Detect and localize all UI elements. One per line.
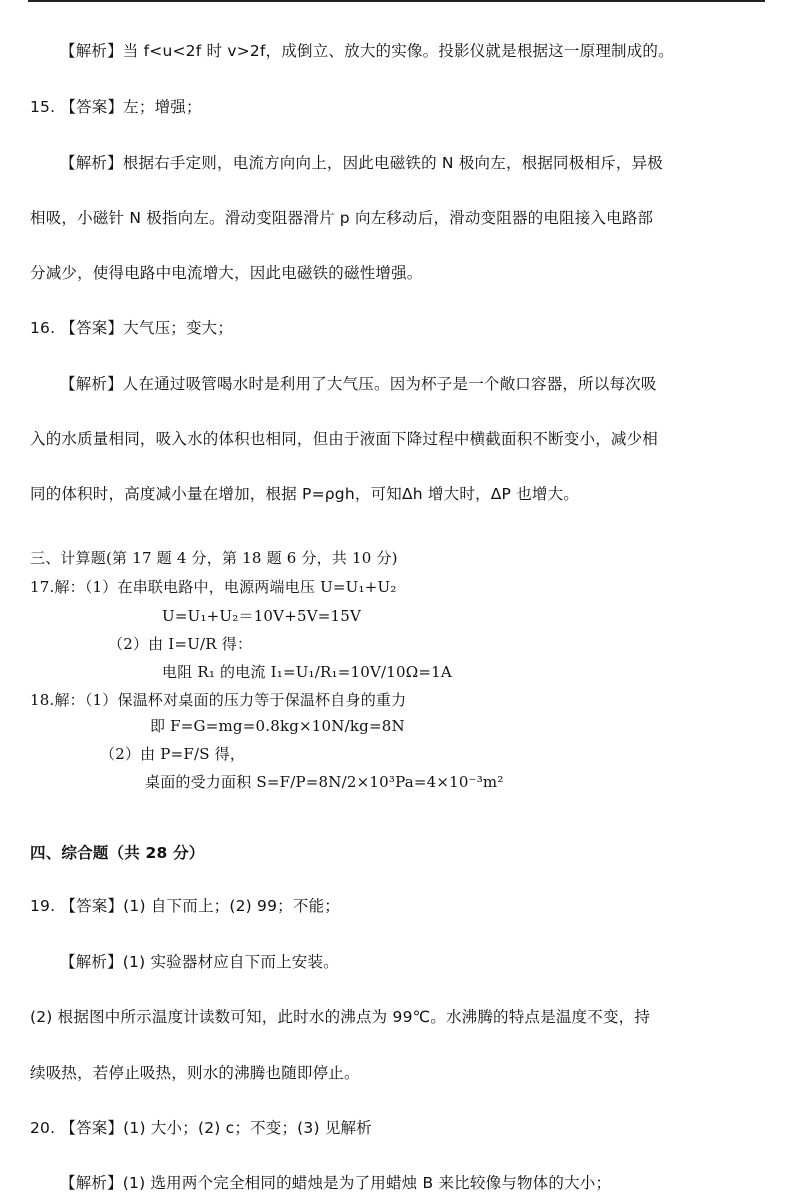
section-4-heading: 四、综合题（共 28 分） — [30, 844, 205, 862]
analysis-19-line-1: 【解析】(1) 实验器材应自下而上安装。 — [60, 953, 339, 971]
analysis-20-line-1: 【解析】(1) 选用两个完全相同的蜡烛是为了用蜡烛 B 来比较像与物体的大小； — [60, 1174, 612, 1192]
q18-step-1-calc: 即 F=G=mg=0.8kg×10N/kg=8N — [150, 717, 405, 735]
analysis-19-line-3: 续吸热，若停止吸热，则水的沸腾也随即停止。 — [30, 1064, 360, 1082]
q17-step-1-calc: U=U₁+U₂＝10V+5V=15V — [162, 607, 362, 625]
top-rule — [28, 0, 765, 2]
analysis-15-line-3: 分减少，使得电路中电流增大，因此电磁铁的磁性增强。 — [30, 264, 423, 282]
analysis-16-line-3: 同的体积时，高度减小量在增加，根据 P=ρgh，可知Δh 增大时，ΔP 也增大。 — [30, 485, 579, 503]
answer-15: 15. 【答案】左；增强； — [30, 98, 202, 116]
q18-step-2-calc: 桌面的受力面积 S=F/P=8N/2×10³Pa=4×10⁻³m² — [145, 773, 504, 791]
analysis-15-line-2: 相吸，小磁针 N 极指向左。滑动变阻器滑片 p 向左移动后，滑动变阻器的电阻接入电路部 — [30, 209, 654, 227]
q18-step-1: 18.解：（1）保温杯对桌面的压力等于保温杯自身的重力 — [30, 691, 407, 709]
analysis-16-line-1: 【解析】人在通过吸管喝水时是利用了大气压。因为杯子是一个敞口容器，所以每次吸 — [60, 375, 657, 393]
answer-20: 20. 【答案】(1) 大小；(2) c；不变；(3) 见解析 — [30, 1119, 372, 1137]
analysis-14: 【解析】当 f<u<2f 时 v>2f，成倒立、放大的实像。投影仪就是根据这一原理制成的。 — [60, 42, 674, 60]
q17-step-2: （2）由 I=U/R 得： — [108, 635, 253, 653]
answer-19: 19. 【答案】(1) 自下而上；(2) 99；不能； — [30, 897, 340, 915]
section-3-heading: 三、计算题(第 17 题 4 分，第 18 题 6 分，共 10 分) — [30, 549, 398, 567]
q18-step-2: （2）由 P=F/S 得， — [100, 745, 246, 763]
analysis-16-line-2: 入的水质量相同，吸入水的体积也相同，但由于液面下降过程中横截面积不断变小，减少相 — [30, 430, 659, 448]
q17-step-2-calc: 电阻 R₁ 的电流 I₁=U₁/R₁=10V/10Ω=1A — [162, 663, 452, 681]
q17-step-1: 17.解：（1）在串联电路中，电源两端电压 U=U₁+U₂ — [30, 578, 397, 596]
analysis-19-line-2: (2) 根据图中所示温度计读数可知，此时水的沸点为 99℃。水沸腾的特点是温度不变，持 — [30, 1008, 651, 1026]
answer-16: 16. 【答案】大气压；变大； — [30, 319, 234, 337]
analysis-15-line-1: 【解析】根据右手定则，电流方向向上，因此电磁铁的 N 极向左，根据同极相斥，异极 — [60, 154, 663, 172]
